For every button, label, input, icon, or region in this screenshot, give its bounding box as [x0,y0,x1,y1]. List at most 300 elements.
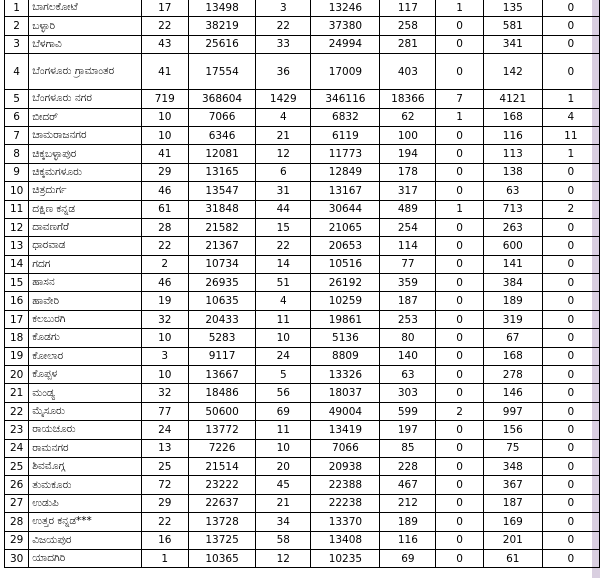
col-8-value: 1 [542,90,599,108]
district-name: ಉತ್ತರ ಕನ್ನಡ*** [29,513,141,531]
col-6-value: 2 [436,402,484,420]
col-3-value: 4 [256,292,311,310]
col-3-value: 21 [256,126,311,144]
col-3-value: 34 [256,513,311,531]
col-1-value: 72 [141,476,188,494]
col-8-value: 0 [542,366,599,384]
col-8-value: 0 [542,54,599,90]
col-2-value: 368604 [188,90,255,108]
col-2-value: 6346 [188,126,255,144]
col-7-value: 168 [483,347,542,365]
col-1-value: 22 [141,17,188,35]
table-row [5,457,600,475]
row-number: 23 [5,421,29,439]
col-5-value: 359 [380,274,436,292]
col-4-value: 13246 [311,0,380,17]
table-row [5,366,600,384]
col-3-value: 12 [256,145,311,163]
col-6-value: 0 [436,439,484,457]
col-7-value: 116 [483,126,542,144]
col-1-value: 17 [141,0,188,17]
col-4-value: 10516 [311,255,380,273]
table-row [5,549,600,567]
col-5-value: 117 [380,0,436,17]
row-number: 13 [5,237,29,255]
row-number: 4 [5,54,29,90]
col-3-value: 10 [256,439,311,457]
row-number: 25 [5,457,29,475]
col-6-value: 0 [436,274,484,292]
col-7-value: 348 [483,457,542,475]
col-7-value: 341 [483,35,542,53]
col-5-value: 194 [380,145,436,163]
district-name: ಚಿತ್ರದುರ್ಗ [29,182,141,200]
col-2-value: 10635 [188,292,255,310]
col-1-value: 29 [141,163,188,181]
col-7-value: 319 [483,310,542,328]
row-number: 6 [5,108,29,126]
col-8-value: 0 [542,439,599,457]
col-6-value: 0 [436,329,484,347]
col-5-value: 140 [380,347,436,365]
table-row [5,513,600,531]
col-3-value: 14 [256,255,311,273]
col-2-value: 13547 [188,182,255,200]
district-name: ಹಾಸನ [29,274,141,292]
col-8-value: 0 [542,17,599,35]
col-3-value: 5 [256,366,311,384]
col-5-value: 317 [380,182,436,200]
col-8-value: 2 [542,200,599,218]
row-number: 8 [5,145,29,163]
col-2-value: 13498 [188,0,255,17]
col-7-value: 61 [483,549,542,567]
col-2-value: 21582 [188,218,255,236]
row-number: 17 [5,310,29,328]
col-1-value: 19 [141,292,188,310]
col-3-value: 20 [256,457,311,475]
col-8-value: 0 [542,310,599,328]
row-number: 10 [5,182,29,200]
col-3-value: 56 [256,384,311,402]
col-8-value: 0 [542,237,599,255]
table-row [5,310,600,328]
col-5-value: 116 [380,531,436,549]
row-number: 24 [5,439,29,457]
col-2-value: 13165 [188,163,255,181]
col-3-value: 51 [256,274,311,292]
district-name: ಬೆಳಗಾವಿ [29,35,141,53]
col-4-value: 10259 [311,292,380,310]
table-row [5,237,600,255]
district-name: ತುಮಕೂರು [29,476,141,494]
col-8-value: 11 [542,126,599,144]
row-number: 5 [5,90,29,108]
col-3-value: 31 [256,182,311,200]
table-row [5,163,600,181]
col-1-value: 46 [141,274,188,292]
district-name: ಬಾಗಲಕೋಟೆ [29,0,141,17]
col-6-value: 1 [436,200,484,218]
table-body [5,0,600,568]
district-name: ಯಾದಗಿರಿ [29,549,141,567]
col-3-value: 69 [256,402,311,420]
col-5-value: 197 [380,421,436,439]
col-4-value: 7066 [311,439,380,457]
col-6-value: 0 [436,237,484,255]
col-2-value: 13728 [188,513,255,531]
col-6-value: 1 [436,108,484,126]
col-5-value: 254 [380,218,436,236]
row-number: 12 [5,218,29,236]
col-7-value: 63 [483,182,542,200]
col-5-value: 281 [380,35,436,53]
col-2-value: 20433 [188,310,255,328]
col-7-value: 997 [483,402,542,420]
col-1-value: 28 [141,218,188,236]
col-5-value: 489 [380,200,436,218]
col-8-value: 0 [542,384,599,402]
col-1-value: 43 [141,35,188,53]
col-6-value: 0 [436,163,484,181]
col-4-value: 21065 [311,218,380,236]
col-8-value: 0 [542,292,599,310]
row-number: 15 [5,274,29,292]
district-name: ದಾವಣಗೆರೆ [29,218,141,236]
col-1-value: 10 [141,108,188,126]
col-1-value: 32 [141,310,188,328]
col-8-value: 0 [542,513,599,531]
col-1-value: 16 [141,531,188,549]
col-6-value: 0 [436,494,484,512]
col-8-value: 0 [542,457,599,475]
table-row [5,17,600,35]
row-number: 21 [5,384,29,402]
col-5-value: 62 [380,108,436,126]
col-2-value: 13725 [188,531,255,549]
table-row [5,54,600,90]
col-2-value: 23222 [188,476,255,494]
col-3-value: 58 [256,531,311,549]
table-row [5,182,600,200]
district-name: ಮೈಸೂರು [29,402,141,420]
col-7-value: 67 [483,329,542,347]
col-7-value: 278 [483,366,542,384]
col-6-value: 0 [436,366,484,384]
table-row [5,35,600,53]
col-7-value: 168 [483,108,542,126]
col-2-value: 13772 [188,421,255,439]
col-4-value: 13326 [311,366,380,384]
district-name: ಹಾವೇರಿ [29,292,141,310]
col-4-value: 20938 [311,457,380,475]
col-1-value: 77 [141,402,188,420]
col-5-value: 189 [380,513,436,531]
row-number: 7 [5,126,29,144]
district-name: ಮಂಡ್ಯ [29,384,141,402]
col-4-value: 18037 [311,384,380,402]
col-3-value: 45 [256,476,311,494]
table-row [5,531,600,549]
table-row [5,126,600,144]
col-1-value: 10 [141,366,188,384]
col-7-value: 138 [483,163,542,181]
col-6-value: 0 [436,292,484,310]
col-4-value: 13419 [311,421,380,439]
col-4-value: 22238 [311,494,380,512]
table-row [5,402,600,420]
col-3-value: 22 [256,17,311,35]
row-number: 3 [5,35,29,53]
col-1-value: 32 [141,384,188,402]
row-number: 1 [5,0,29,17]
table-row [5,329,600,347]
row-number: 27 [5,494,29,512]
col-7-value: 135 [483,0,542,17]
col-7-value: 187 [483,494,542,512]
col-2-value: 21367 [188,237,255,255]
col-7-value: 4121 [483,90,542,108]
col-5-value: 253 [380,310,436,328]
col-1-value: 13 [141,439,188,457]
table-row [5,108,600,126]
col-4-value: 346116 [311,90,380,108]
col-6-value: 0 [436,126,484,144]
col-4-value: 11773 [311,145,380,163]
col-6-value: 0 [436,421,484,439]
table-row [5,0,600,17]
col-1-value: 22 [141,513,188,531]
col-6-value: 7 [436,90,484,108]
col-8-value: 0 [542,476,599,494]
col-3-value: 10 [256,329,311,347]
row-number: 28 [5,513,29,531]
col-8-value: 0 [542,329,599,347]
col-4-value: 12849 [311,163,380,181]
col-1-value: 61 [141,200,188,218]
col-2-value: 50600 [188,402,255,420]
col-4-value: 22388 [311,476,380,494]
col-3-value: 33 [256,35,311,53]
col-8-value: 0 [542,494,599,512]
col-5-value: 63 [380,366,436,384]
col-5-value: 599 [380,402,436,420]
table-row [5,90,600,108]
col-4-value: 10235 [311,549,380,567]
col-5-value: 18366 [380,90,436,108]
col-6-value: 0 [436,182,484,200]
col-1-value: 24 [141,421,188,439]
col-7-value: 201 [483,531,542,549]
col-6-value: 0 [436,255,484,273]
col-8-value: 0 [542,218,599,236]
col-6-value: 0 [436,35,484,53]
col-4-value: 24994 [311,35,380,53]
col-5-value: 303 [380,384,436,402]
col-2-value: 7226 [188,439,255,457]
col-7-value: 600 [483,237,542,255]
col-6-value: 0 [436,531,484,549]
col-1-value: 29 [141,494,188,512]
col-6-value: 0 [436,347,484,365]
col-4-value: 13167 [311,182,380,200]
col-3-value: 6 [256,163,311,181]
row-number: 14 [5,255,29,273]
col-3-value: 44 [256,200,311,218]
table-row [5,274,600,292]
col-1-value: 10 [141,126,188,144]
col-7-value: 713 [483,200,542,218]
col-8-value: 0 [542,255,599,273]
col-4-value: 26192 [311,274,380,292]
col-8-value: 0 [542,549,599,567]
col-2-value: 25616 [188,35,255,53]
col-8-value: 4 [542,108,599,126]
col-6-value: 0 [436,145,484,163]
col-6-value: 0 [436,54,484,90]
col-8-value: 0 [542,182,599,200]
col-6-value: 0 [436,310,484,328]
district-name: ದಕ್ಷಿಣ ಕನ್ನಡ [29,200,141,218]
row-number: 22 [5,402,29,420]
col-2-value: 17554 [188,54,255,90]
table-row [5,255,600,273]
row-number: 29 [5,531,29,549]
col-1-value: 41 [141,145,188,163]
col-8-value: 0 [542,531,599,549]
col-4-value: 30644 [311,200,380,218]
district-name: ಬೆಂಗಳೂರು ಗ್ರಾಮಾಂತರ [29,54,141,90]
col-5-value: 80 [380,329,436,347]
col-4-value: 6832 [311,108,380,126]
col-7-value: 146 [483,384,542,402]
col-6-value: 1 [436,0,484,17]
row-number: 18 [5,329,29,347]
col-1-value: 719 [141,90,188,108]
col-2-value: 26935 [188,274,255,292]
col-4-value: 13370 [311,513,380,531]
col-8-value: 0 [542,35,599,53]
col-7-value: 263 [483,218,542,236]
col-2-value: 38219 [188,17,255,35]
row-number: 11 [5,200,29,218]
table-row [5,476,600,494]
table-row [5,421,600,439]
col-2-value: 21514 [188,457,255,475]
col-4-value: 13408 [311,531,380,549]
col-2-value: 22637 [188,494,255,512]
col-5-value: 69 [380,549,436,567]
row-number: 20 [5,366,29,384]
district-name: ಬಳ್ಳಾರಿ [29,17,141,35]
col-3-value: 11 [256,421,311,439]
col-8-value: 0 [542,421,599,439]
col-1-value: 1 [141,549,188,567]
col-7-value: 169 [483,513,542,531]
col-3-value: 15 [256,218,311,236]
district-table-container [4,0,600,568]
district-name: ಚಿಕ್ಕಬಳ್ಳಾಪುರ [29,145,141,163]
col-4-value: 19861 [311,310,380,328]
table-row [5,347,600,365]
district-name: ವಿಜಯಪುರ [29,531,141,549]
col-4-value: 37380 [311,17,380,35]
col-5-value: 77 [380,255,436,273]
col-1-value: 10 [141,329,188,347]
col-3-value: 36 [256,54,311,90]
district-name: ಕೊಪ್ಪಳ [29,366,141,384]
col-3-value: 3 [256,0,311,17]
col-5-value: 258 [380,17,436,35]
col-2-value: 10365 [188,549,255,567]
col-8-value: 0 [542,163,599,181]
district-name: ಕೊಡಗು [29,329,141,347]
col-8-value: 0 [542,347,599,365]
col-3-value: 21 [256,494,311,512]
table-row [5,384,600,402]
district-covid-table [4,0,600,568]
district-name: ಚಾಮರಾಜನಗರ [29,126,141,144]
col-4-value: 20653 [311,237,380,255]
col-5-value: 403 [380,54,436,90]
col-8-value: 0 [542,0,599,17]
col-7-value: 75 [483,439,542,457]
row-number: 19 [5,347,29,365]
district-name: ಕಲಬುರಗಿ [29,310,141,328]
district-name: ರಾಯಚೂರು [29,421,141,439]
col-1-value: 22 [141,237,188,255]
col-2-value: 10734 [188,255,255,273]
col-3-value: 22 [256,237,311,255]
col-8-value: 0 [542,402,599,420]
table-row [5,200,600,218]
col-1-value: 3 [141,347,188,365]
col-2-value: 31848 [188,200,255,218]
col-3-value: 4 [256,108,311,126]
col-4-value: 6119 [311,126,380,144]
row-number: 26 [5,476,29,494]
col-1-value: 25 [141,457,188,475]
col-6-value: 0 [436,513,484,531]
col-4-value: 5136 [311,329,380,347]
col-5-value: 85 [380,439,436,457]
district-name: ರಾಮನಗರ [29,439,141,457]
district-name: ಉಡುಪಿ [29,494,141,512]
col-8-value: 0 [542,274,599,292]
district-name: ಬೀದರ್ [29,108,141,126]
district-name: ಶಿವಮೊಗ್ಗ [29,457,141,475]
col-4-value: 8809 [311,347,380,365]
col-2-value: 5283 [188,329,255,347]
col-1-value: 41 [141,54,188,90]
col-7-value: 189 [483,292,542,310]
col-6-value: 0 [436,457,484,475]
row-number: 30 [5,549,29,567]
col-6-value: 0 [436,384,484,402]
row-number: 9 [5,163,29,181]
table-row [5,218,600,236]
table-row [5,145,600,163]
col-5-value: 467 [380,476,436,494]
col-2-value: 9117 [188,347,255,365]
col-7-value: 142 [483,54,542,90]
col-3-value: 12 [256,549,311,567]
col-4-value: 49004 [311,402,380,420]
col-7-value: 156 [483,421,542,439]
col-3-value: 24 [256,347,311,365]
district-name: ಗದಗ [29,255,141,273]
col-6-value: 0 [436,17,484,35]
